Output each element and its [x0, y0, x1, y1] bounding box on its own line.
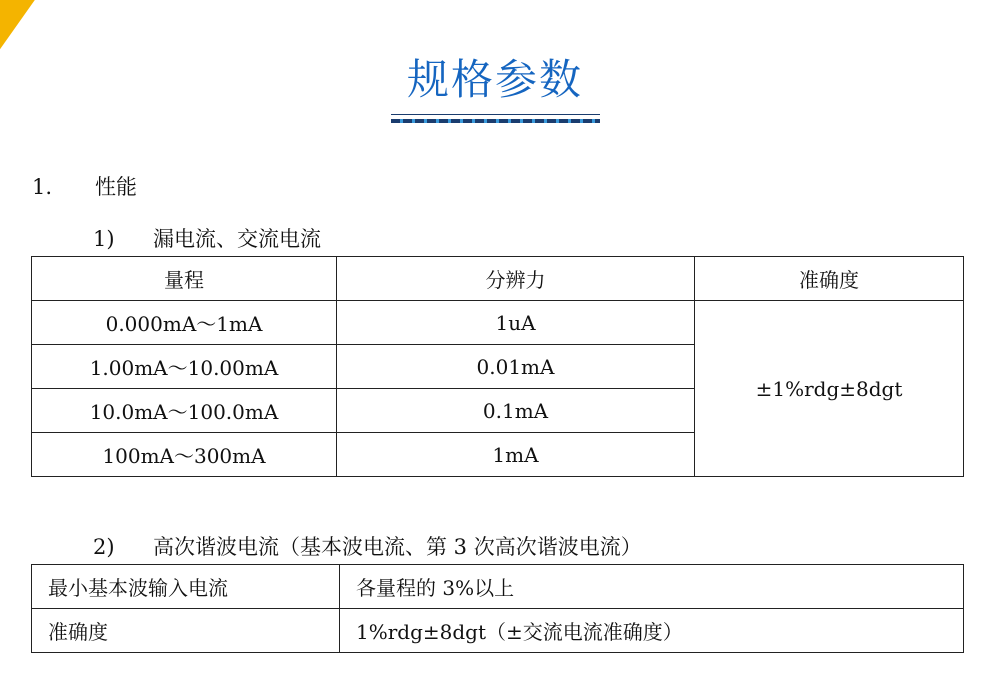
- spec-value-cell: 1%rdg±8dgt（±交流电流准确度）: [340, 609, 964, 653]
- table-header-row: [32, 257, 964, 301]
- corner-accent: [0, 0, 60, 60]
- title-underline-dashed: [391, 119, 600, 123]
- page-title: 规格参数: [406, 55, 583, 104]
- spec-value-cell: 各量程的 3%以上: [340, 565, 964, 609]
- subsection-number: 1): [93, 227, 115, 251]
- table-row: [32, 301, 964, 345]
- column-header: 分辨力: [337, 257, 695, 301]
- subsection-label: 漏电流、交流电流: [153, 227, 321, 251]
- subsection-number: 2): [93, 535, 115, 559]
- column-header: 准确度: [695, 257, 964, 301]
- spec-name-cell: 准确度: [32, 609, 340, 653]
- spec-name-cell: 最小基本波输入电流: [32, 565, 340, 609]
- column-header: 量程: [32, 257, 337, 301]
- range-cell: 10.0mA～100.0mA: [32, 389, 337, 433]
- subsection-label: 高次谐波电流（基本波电流、第 3 次高次谐波电流）: [153, 535, 642, 559]
- leakage-current-table: [31, 256, 964, 477]
- resolution-cell: 0.1mA: [337, 389, 695, 433]
- resolution-cell: 0.01mA: [337, 345, 695, 389]
- range-cell: 1.00mA～10.00mA: [32, 345, 337, 389]
- section-label: 性能: [95, 175, 137, 199]
- resolution-cell: 1uA: [337, 301, 695, 345]
- table-row: [32, 609, 964, 653]
- title-underline: [391, 114, 600, 115]
- range-cell: 0.000mA～1mA: [32, 301, 337, 345]
- range-cell: 100mA～300mA: [32, 433, 337, 477]
- harmonic-current-table: [31, 564, 964, 653]
- section-number: 1.: [32, 175, 53, 199]
- accuracy-cell: ±1%rdg±8dgt: [695, 301, 964, 477]
- table-row: [32, 565, 964, 609]
- resolution-cell: 1mA: [337, 433, 695, 477]
